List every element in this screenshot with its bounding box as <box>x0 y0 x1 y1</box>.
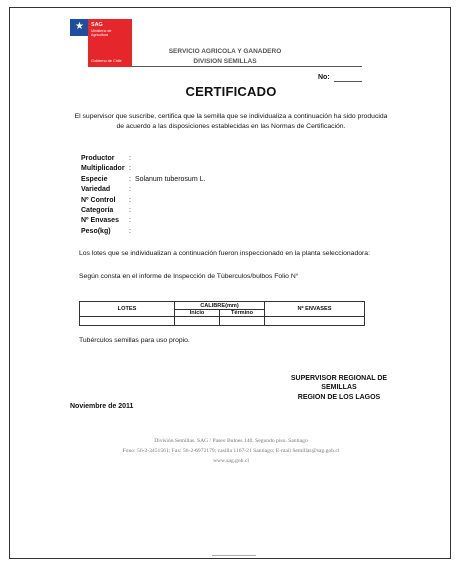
field-colon: : <box>129 227 131 235</box>
field-row <box>81 216 205 226</box>
field-row <box>81 227 205 237</box>
table-cell <box>220 317 265 326</box>
field-colon: : <box>129 196 131 204</box>
table-header-row <box>80 302 365 310</box>
sag-logo <box>70 19 132 67</box>
header-inicio: Inicio <box>175 310 220 317</box>
logo-text-ministry: Ministerio de Agricultura <box>91 29 112 37</box>
bottom-mark <box>212 555 256 556</box>
table-cell <box>265 317 365 326</box>
field-label: Productor <box>81 155 115 162</box>
field-colon: : <box>129 207 131 215</box>
field-row <box>81 164 205 174</box>
field-label: Variedad <box>81 186 111 194</box>
signature-block <box>268 374 410 402</box>
document-date: Noviembre de 2011 <box>70 403 134 410</box>
document-title: CERTIFICADO <box>185 84 277 99</box>
field-row <box>81 175 205 185</box>
field-label: Nº Control <box>81 196 116 204</box>
header-calibre: CALIBRE(mm) <box>175 302 265 310</box>
footer-website: www.sag.gob.cl <box>213 458 249 465</box>
certificate-number-line <box>334 81 362 82</box>
table-cell <box>175 317 220 326</box>
field-row <box>81 154 205 164</box>
field-colon: : <box>129 165 131 173</box>
table-cell <box>80 317 175 326</box>
signature-line-3: REGION DE LOS LAGOS <box>297 393 381 401</box>
field-label: Nº Envases <box>81 217 119 225</box>
header-divider <box>132 66 362 67</box>
star-icon: ★ <box>75 21 84 32</box>
field-colon: : <box>129 217 131 225</box>
signature-line-1: SUPERVISOR REGIONAL DE <box>290 375 388 382</box>
org-name: SERVICIO AGRICOLA Y GANADERO <box>168 48 282 55</box>
field-label: Multiplicador <box>81 165 125 173</box>
field-colon: : <box>129 155 131 162</box>
footer-contact: Fono: 56-2-3451561; Fax: 56-2-6972179; casilla 1167-21 Santiago; E-mail Semillas@sag.gob.cl <box>122 448 340 455</box>
field-label: Categoría <box>81 207 114 215</box>
header-termino: Término <box>220 310 265 317</box>
field-colon: : <box>129 186 131 194</box>
field-row <box>81 206 205 216</box>
division-name: DIVISION SEMILLAS <box>193 58 257 65</box>
logo-white-block <box>70 36 88 67</box>
header-lotes: LOTES <box>80 302 175 317</box>
lots-table <box>79 301 365 326</box>
logo-text-government: Gobierno de Chile <box>91 59 122 63</box>
inspection-report-paragraph: Según consta en el informe de Inspección de Tùberculos/bulbos Folio N° <box>79 273 299 280</box>
footer <box>0 436 462 467</box>
usage-statement: Tubérculos semillas para uso propio. <box>79 337 190 344</box>
field-colon: : <box>129 175 131 183</box>
field-row <box>81 196 205 206</box>
field-label: Peso(kg) <box>81 227 111 235</box>
table-row <box>80 317 365 326</box>
lots-paragraph: Los lotes que se individualizan a continuación fueron inspeccionado en la planta seleccionadora: <box>79 250 370 257</box>
field-value: Solanum tuberosum L. <box>135 175 206 183</box>
certificate-fields <box>81 154 205 237</box>
field-label: Especie <box>81 175 108 183</box>
field-row <box>81 185 205 195</box>
header-envases: Nº ENVASES <box>265 302 365 317</box>
signature-line-2: SEMILLAS <box>321 384 357 392</box>
organization-header <box>150 47 300 67</box>
intro-paragraph: El supervisor que suscribe, certifica que la semilla que se individualiza a continuación ha sido producida de acuerdo a las disposiciones establecidas en las Normas de Certificación. <box>74 113 388 130</box>
certificate-number-label: No: <box>318 74 330 81</box>
logo-text-sag: SAG <box>91 22 103 28</box>
footer-address: División Semillas. SAG / Paseo Bulnes 140, Segundo piso. Santiago <box>154 438 308 444</box>
